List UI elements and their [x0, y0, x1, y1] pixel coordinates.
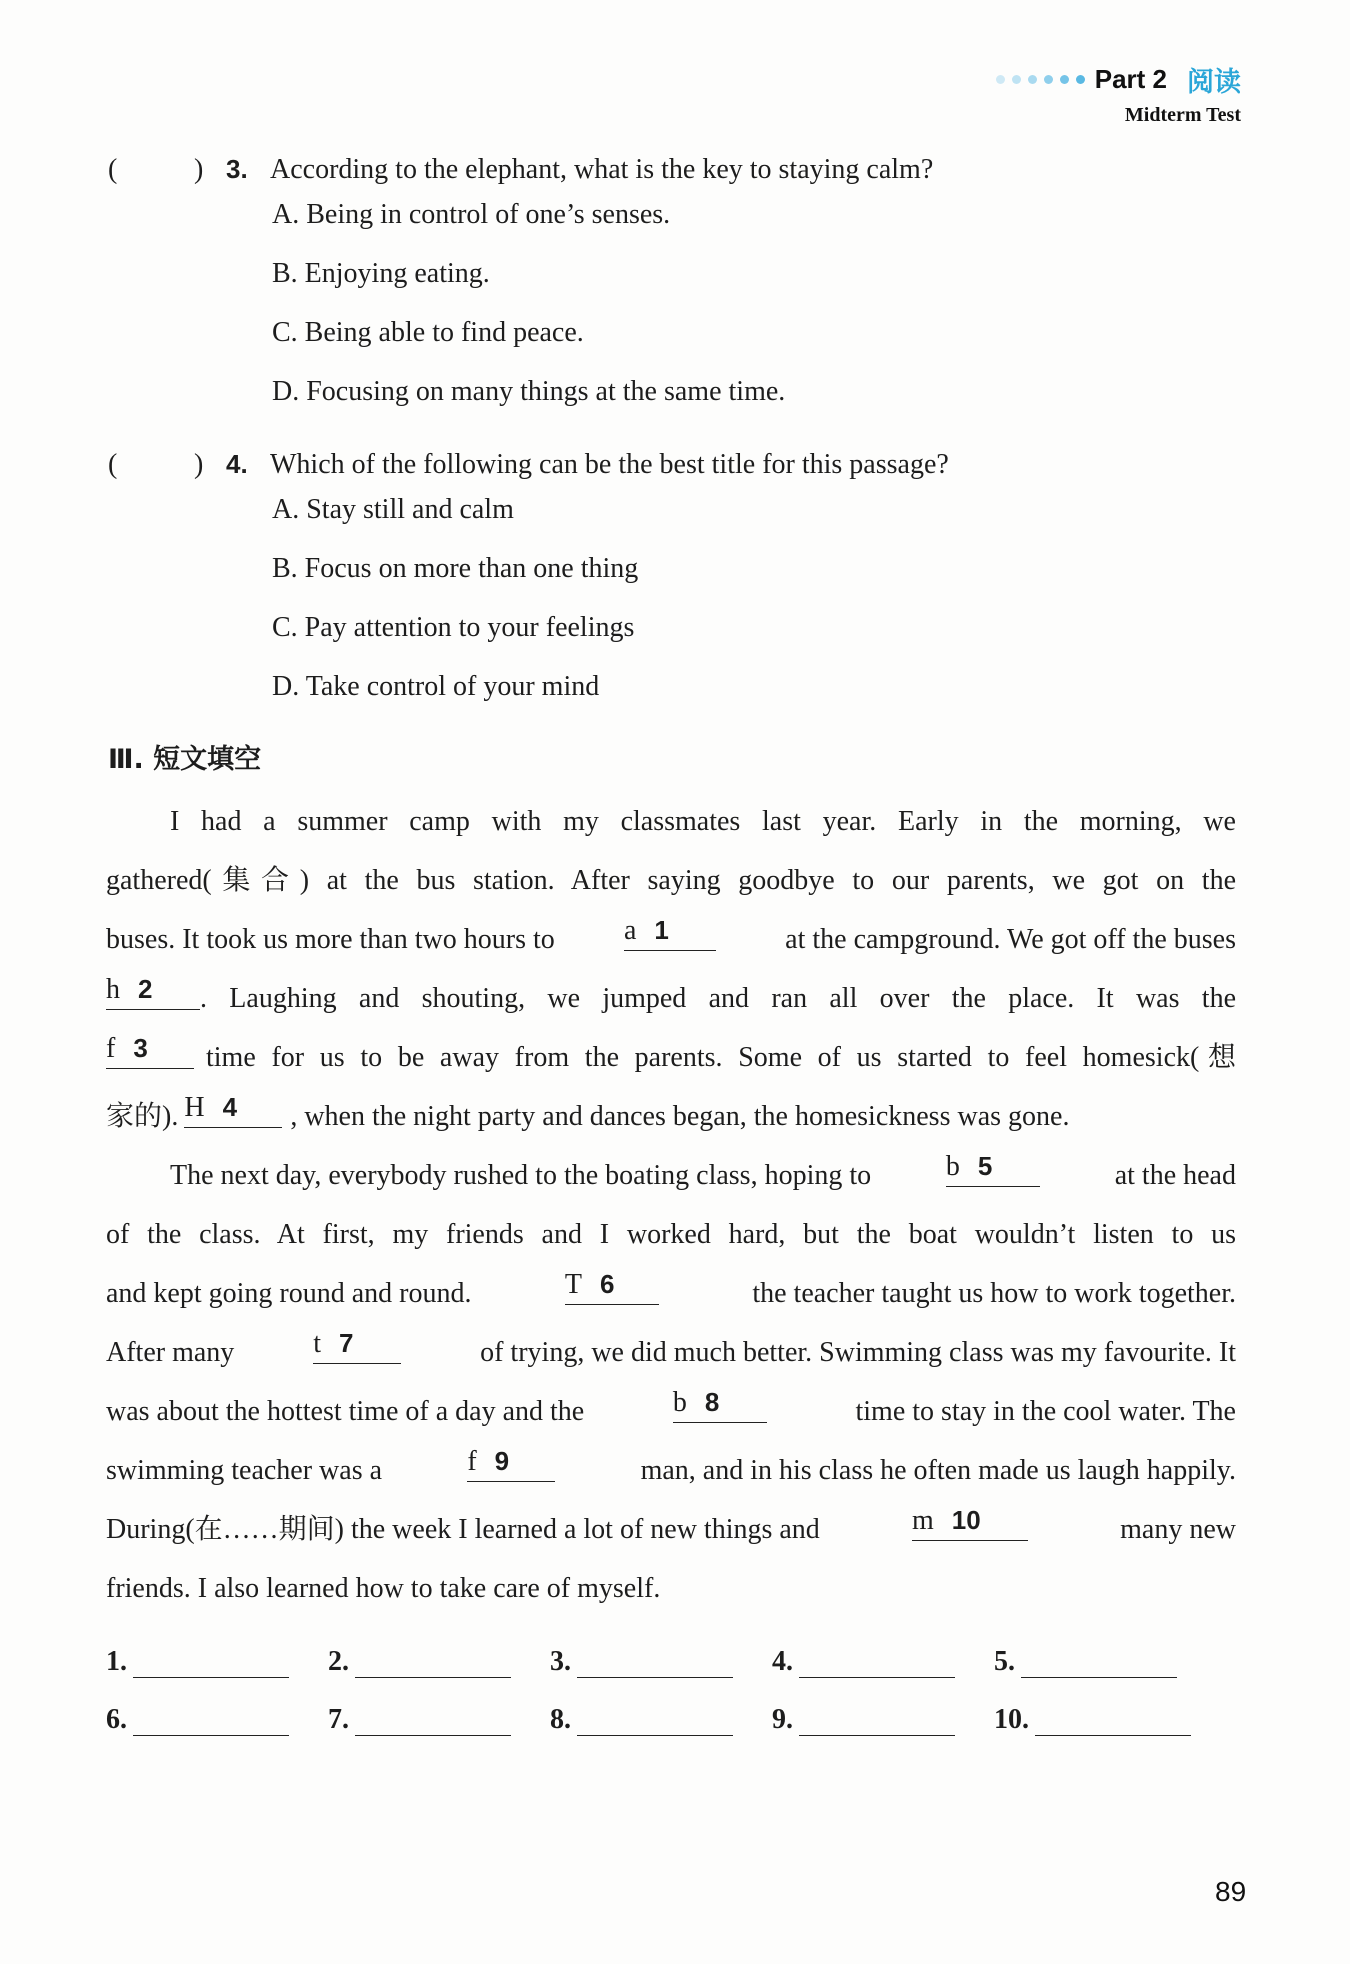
answer-line[interactable]	[799, 1647, 955, 1678]
passage-line	[106, 1146, 1236, 1205]
dot-icon	[1028, 75, 1037, 84]
answer-line[interactable]	[133, 1705, 289, 1736]
answer-cell	[772, 1704, 994, 1736]
passage-line	[106, 1382, 1236, 1441]
passage-text: After many	[106, 1337, 235, 1368]
answer-cell	[328, 1704, 550, 1736]
answer-cell	[328, 1646, 550, 1678]
answer-cell	[106, 1646, 328, 1678]
question-number: 4.	[226, 449, 248, 479]
passage-line	[106, 1323, 1236, 1382]
passage-line	[106, 910, 1236, 969]
passage-line	[106, 1500, 1236, 1559]
blank-8[interactable]	[673, 1382, 767, 1423]
blank-3[interactable]	[106, 1028, 194, 1069]
passage-line	[106, 969, 1236, 1028]
option-4b: B. Focus on more than one thing	[272, 553, 639, 584]
passage-line	[106, 1028, 1236, 1087]
answer-cell	[994, 1646, 1216, 1678]
dot-icon	[996, 75, 1005, 84]
answer-label: 5.	[994, 1646, 1015, 1677]
blank-hint-letter: b	[945, 1151, 960, 1182]
question-stem: According to the elephant, what is the key to staying calm?	[270, 154, 934, 185]
blank-1[interactable]	[624, 910, 716, 951]
answer-label: 7.	[328, 1704, 349, 1735]
passage-text: 家的).	[106, 1101, 179, 1132]
passage-text: buses. It took us more than two hours to	[106, 924, 555, 955]
blank-5[interactable]	[946, 1146, 1040, 1187]
blank-6[interactable]	[565, 1264, 659, 1305]
passage-text: time for us to be away from the parents. Some of us started to feel homesick(想	[206, 1042, 1236, 1073]
passage-text: time to stay in the cool water. The	[855, 1396, 1236, 1427]
answer-line[interactable]	[799, 1705, 955, 1736]
cloze-passage	[106, 792, 1236, 1618]
option-3a: A. Being in control of one’s senses.	[272, 199, 671, 230]
answer-cell	[550, 1646, 772, 1678]
passage-text: and kept going round and round.	[106, 1278, 472, 1309]
passage-text: , when the night party and dances began, the homesickness was gone.	[290, 1101, 1070, 1132]
dot-icon	[1060, 75, 1069, 84]
blank-hint-letter: b	[672, 1387, 687, 1418]
blank-9[interactable]	[467, 1441, 555, 1482]
answer-row	[106, 1620, 1216, 1678]
answer-cell	[994, 1704, 1216, 1736]
passage-text: gathered(集合) at the bus station. After saying goodbye to our parents, we got on the	[106, 865, 1236, 896]
option-4d: D. Take control of your mind	[272, 671, 600, 702]
option-3d: D. Focusing on many things at the same time.	[272, 376, 786, 407]
answer-paren-left: (	[108, 154, 118, 185]
blank-7[interactable]	[313, 1323, 401, 1364]
blank-4[interactable]	[184, 1087, 282, 1128]
page-number: 89	[1215, 1876, 1247, 1907]
blank-number: 4	[222, 1092, 238, 1122]
blank-number: 9	[494, 1446, 510, 1476]
blank-number: 1	[654, 915, 669, 945]
blank-number: 2	[138, 974, 153, 1004]
dot-icon	[1012, 75, 1021, 84]
question-number: 3.	[226, 154, 248, 184]
answer-line[interactable]	[355, 1647, 511, 1678]
dot-icon	[1044, 75, 1053, 84]
option-4c: C. Pay attention to your feelings	[272, 612, 635, 643]
blank-number: 5	[977, 1151, 993, 1181]
answer-label: 4.	[772, 1646, 793, 1677]
answer-paren-left: (	[108, 449, 118, 480]
passage-text: The next day, everybody rushed to the boating class, hoping to	[170, 1160, 872, 1191]
passage-text: I had a summer camp with my classmates last year. Early in the morning, we	[170, 806, 1236, 837]
blank-hint-letter: f	[467, 1446, 477, 1477]
answer-line[interactable]	[133, 1647, 289, 1678]
answer-line[interactable]	[1021, 1647, 1177, 1678]
page-header	[996, 58, 1241, 127]
blank-number: 8	[704, 1387, 720, 1417]
answer-line[interactable]	[1035, 1705, 1191, 1736]
part-label: Part 2	[1094, 63, 1167, 94]
answer-line[interactable]	[577, 1705, 733, 1736]
passage-line	[106, 851, 1236, 910]
passage-line	[106, 1441, 1236, 1500]
answer-row	[106, 1678, 1216, 1736]
midterm-test-label: Midterm Test	[1124, 104, 1241, 126]
blank-hint-letter: t	[313, 1328, 321, 1359]
passage-text: was about the hottest time of a day and the	[106, 1396, 585, 1427]
passage-text: at the head	[1114, 1160, 1236, 1191]
passage-text: swimming teacher was a	[106, 1455, 383, 1486]
answer-cell	[772, 1646, 994, 1678]
passage-line	[106, 1087, 1236, 1146]
decorative-dots	[996, 75, 1085, 84]
option-4a: A. Stay still and calm	[272, 494, 514, 525]
answer-line[interactable]	[577, 1647, 733, 1678]
answer-cell	[106, 1704, 328, 1736]
blank-number: 7	[338, 1328, 354, 1358]
answer-label: 2.	[328, 1646, 349, 1677]
blank-number: 10	[951, 1505, 981, 1535]
option-3b: B. Enjoying eating.	[272, 258, 490, 289]
answer-paren-right: )	[194, 154, 204, 185]
passage-text: at the campground. We got off the buses	[785, 924, 1236, 955]
option-3c: C. Being able to find peace.	[272, 317, 584, 348]
answer-cell	[550, 1704, 772, 1736]
passage-text: many new	[1120, 1514, 1236, 1545]
answer-label: 3.	[550, 1646, 571, 1677]
passage-text: the teacher taught us how to work together.	[752, 1278, 1236, 1309]
question-stem: Which of the following can be the best title for this passage?	[270, 449, 949, 480]
blank-hint-letter: m	[911, 1505, 934, 1536]
passage-line	[106, 792, 1236, 851]
passage-text: friends. I also learned how to take care of myself.	[106, 1573, 661, 1604]
passage-line	[106, 1559, 1236, 1618]
passage-line	[106, 1205, 1236, 1264]
blank-number: 6	[600, 1269, 615, 1299]
section-title: Ⅲ. 短文填空	[108, 744, 262, 775]
blank-hint-letter: a	[623, 915, 637, 946]
answer-paren-right: )	[194, 449, 204, 480]
answer-label: 8.	[550, 1704, 571, 1735]
answer-grid	[106, 1620, 1216, 1736]
blank-hint-letter: T	[564, 1269, 583, 1300]
answer-label: 9.	[772, 1704, 793, 1735]
blank-hint-letter: h	[106, 974, 120, 1005]
passage-text: During(在……期间) the week I learned a lot of new things and	[106, 1514, 820, 1545]
passage-text: of the class. At first, my friends and I worked hard, but the boat wouldn’t listen to us	[106, 1219, 1236, 1250]
answer-line[interactable]	[355, 1705, 511, 1736]
answer-label: 6.	[106, 1704, 127, 1735]
passage-text: . Laughing and shouting, we jumped and ran all over the place. It was the	[200, 983, 1236, 1014]
dot-icon	[1076, 75, 1085, 84]
blank-number: 3	[133, 1033, 148, 1063]
blank-hint-letter: H	[184, 1092, 205, 1123]
answer-label: 1.	[106, 1646, 127, 1677]
answer-label: 10.	[994, 1704, 1029, 1735]
reading-label: 阅读	[1187, 66, 1241, 98]
blank-10[interactable]	[912, 1500, 1028, 1541]
passage-line	[106, 1264, 1236, 1323]
blank-2[interactable]	[106, 969, 200, 1010]
passage-text: man, and in his class he often made us laugh happily.	[640, 1455, 1236, 1486]
blank-hint-letter: f	[106, 1033, 116, 1064]
passage-text: of trying, we did much better. Swimming class was my favourite. It	[480, 1337, 1236, 1368]
